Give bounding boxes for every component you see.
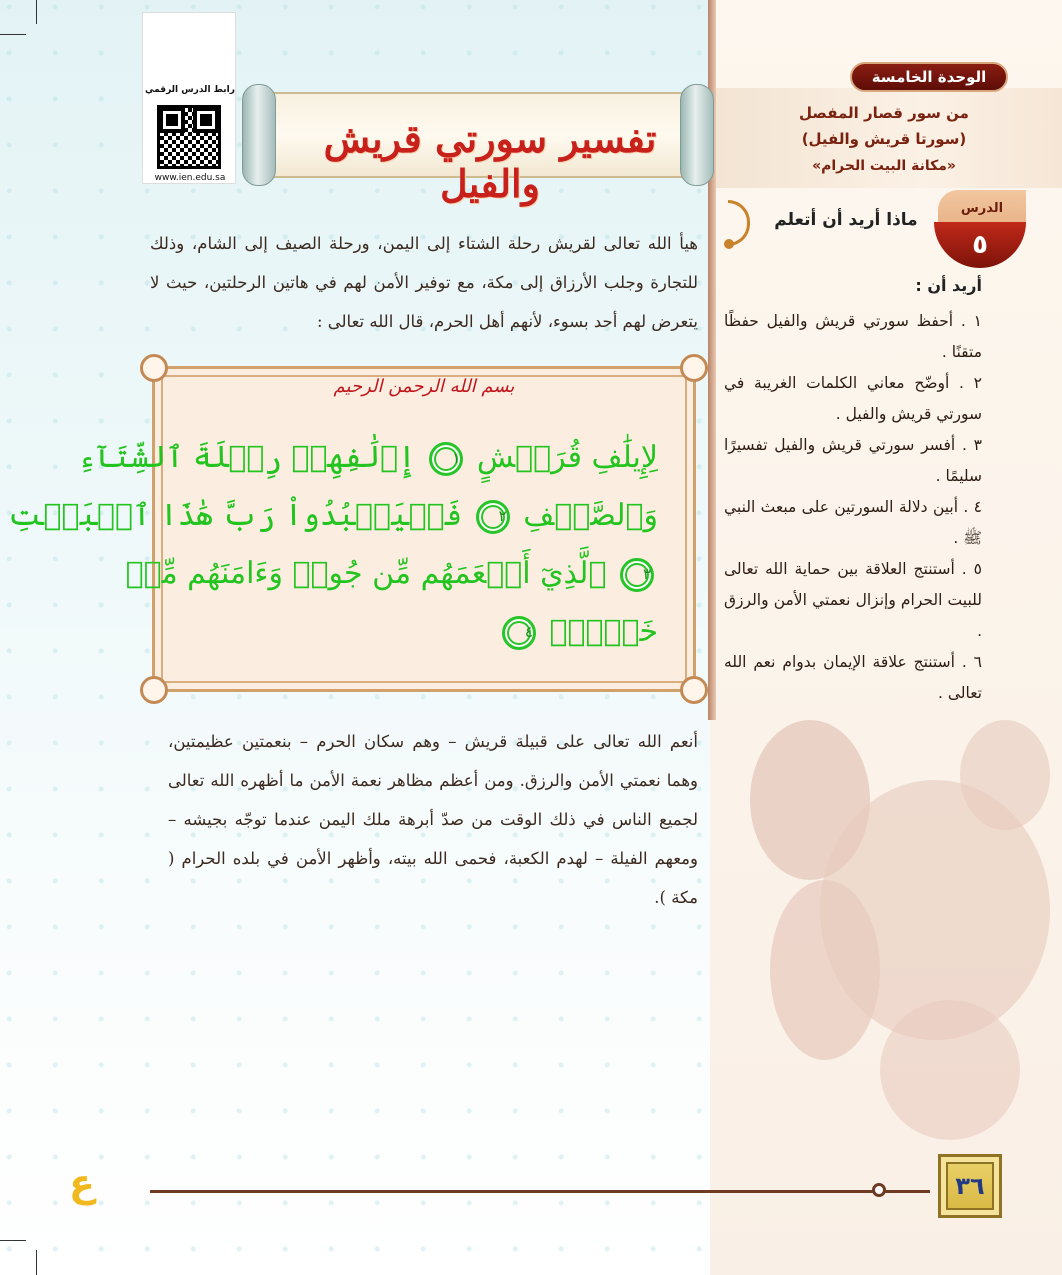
intro-paragraph: هيأ الله تعالى لقريش رحلة الشتاء إلى اليمن، ورحلة الصيف إلى الشام، وذلك للتجارة وجلب الأرزاق إلى مكة، مع توفير الأمن لهم في هاتين الرحلتين، حيث لا يتعرض لهم أحد بسوء، لأنهم أهل الحرم، قال الله تعالى : xyxy=(150,234,698,331)
ayah-line xyxy=(8,498,658,534)
objectives-heading: ماذا أريد أن أتعلم xyxy=(774,210,918,230)
objective-item: ١ . أحفظ سورتي قريش والفيل حفظًا متقنًا . xyxy=(724,312,982,361)
ayah-text: وَٱلصَّيۡفِ xyxy=(523,498,658,533)
objective-item: ٤ . أبين دلالة السورتين على مبعث النبي ﷺ . xyxy=(724,498,982,547)
frame-corner xyxy=(140,676,168,704)
crop-mark xyxy=(0,34,26,35)
unit-theme: «مكانة البيت الحرام» xyxy=(812,158,956,174)
lesson-label: الدرس xyxy=(938,190,1026,226)
ayah-line xyxy=(125,556,658,592)
footer-divider xyxy=(150,1190,930,1193)
objective-item: ٣ . أفسر سورتي قريش والفيل تفسيرًا سليمًا . xyxy=(724,436,982,485)
body-paragraph: أنعم الله تعالى على قبيلة قريش – وهم سكان الحرم – بنعمتين عظيمتين، وهما نعمتي الأمن والرزق. ومن أعظم مظاهر نعمة الأمن ما أظهره الله تعالى لجميع الناس في ذلك الوقت من صدّ أبرهة ملك اليمن عندما توجّه بجيشه – ومعهم الفيلة – لهدم الكعبة، فحمى الله بيته، وأظهر الأمن في بلده الحرام ( مكة ). xyxy=(168,732,698,907)
objective-item: ٦ . أستنتج علاقة الإيمان بدوام نعم الله تعالى . xyxy=(724,653,982,702)
ayah-number: ٢ xyxy=(476,500,510,534)
ayah-number: ١ xyxy=(429,442,463,476)
objective-item: ٢ . أوضّح معاني الكلمات الغريبة في سورتي قريش والفيل . xyxy=(724,374,982,423)
crop-mark xyxy=(0,1240,26,1241)
unit-badge: الوحدة الخامسة xyxy=(850,62,1008,92)
qr-card[interactable] xyxy=(142,12,236,184)
unit-subtitle: من سور قصار المفصل xyxy=(799,104,969,122)
ayah-text: إِۦلَٰفِهِمۡ رِحۡلَةَ ٱلشِّتَآءِ xyxy=(78,440,416,475)
crop-mark xyxy=(36,1250,37,1275)
lesson-number: ٥ xyxy=(934,222,1026,268)
ayah-text: خَوۡفِۭ xyxy=(549,614,658,649)
ayah-line xyxy=(190,614,658,650)
ayah-text: ٱلَّذِيٓ أَطۡعَمَهُم مِّن جُوعٖ وَءَامَنَهُم مِّنۡ xyxy=(125,556,607,591)
footer-ornament xyxy=(872,1183,886,1197)
ien-logo-icon: ع xyxy=(69,1161,95,1205)
ayah-text: لِإِيلَٰفِ قُرَيۡشٍ xyxy=(476,440,658,475)
objectives-intro: أريد أن : xyxy=(915,276,982,295)
ayah-line xyxy=(78,440,658,476)
basmala: بسم الله الرحمن الرحيم xyxy=(333,376,515,397)
qr-code-icon[interactable] xyxy=(157,105,221,169)
objective-item: ٥ . أستنتج العلاقة بين حماية الله تعالى للبيت الحرام وإنزال نعمتي الأمن والرزق . xyxy=(724,560,982,640)
ayah-number: ٣ xyxy=(620,558,654,592)
qr-label: رابط الدرس الرقمي xyxy=(145,85,235,95)
objectives-list xyxy=(724,306,982,709)
unit-surahs: (سورتا قريش والفيل) xyxy=(801,130,967,148)
scroll-roll-left xyxy=(242,84,276,186)
page-number: ٣٦ xyxy=(938,1154,1002,1218)
frame-corner xyxy=(680,676,708,704)
ayah-text: فَلۡيَعۡبُدُواْ رَبَّ هَٰذَا ٱلۡبَيۡتِ xyxy=(8,498,463,533)
lesson-title: تفسير سورتي قريش والفيل xyxy=(323,116,657,206)
crop-mark xyxy=(36,0,37,24)
ayah-number: ٤ xyxy=(502,616,536,650)
qr-url[interactable]: www.ien.edu.sa xyxy=(154,173,226,183)
